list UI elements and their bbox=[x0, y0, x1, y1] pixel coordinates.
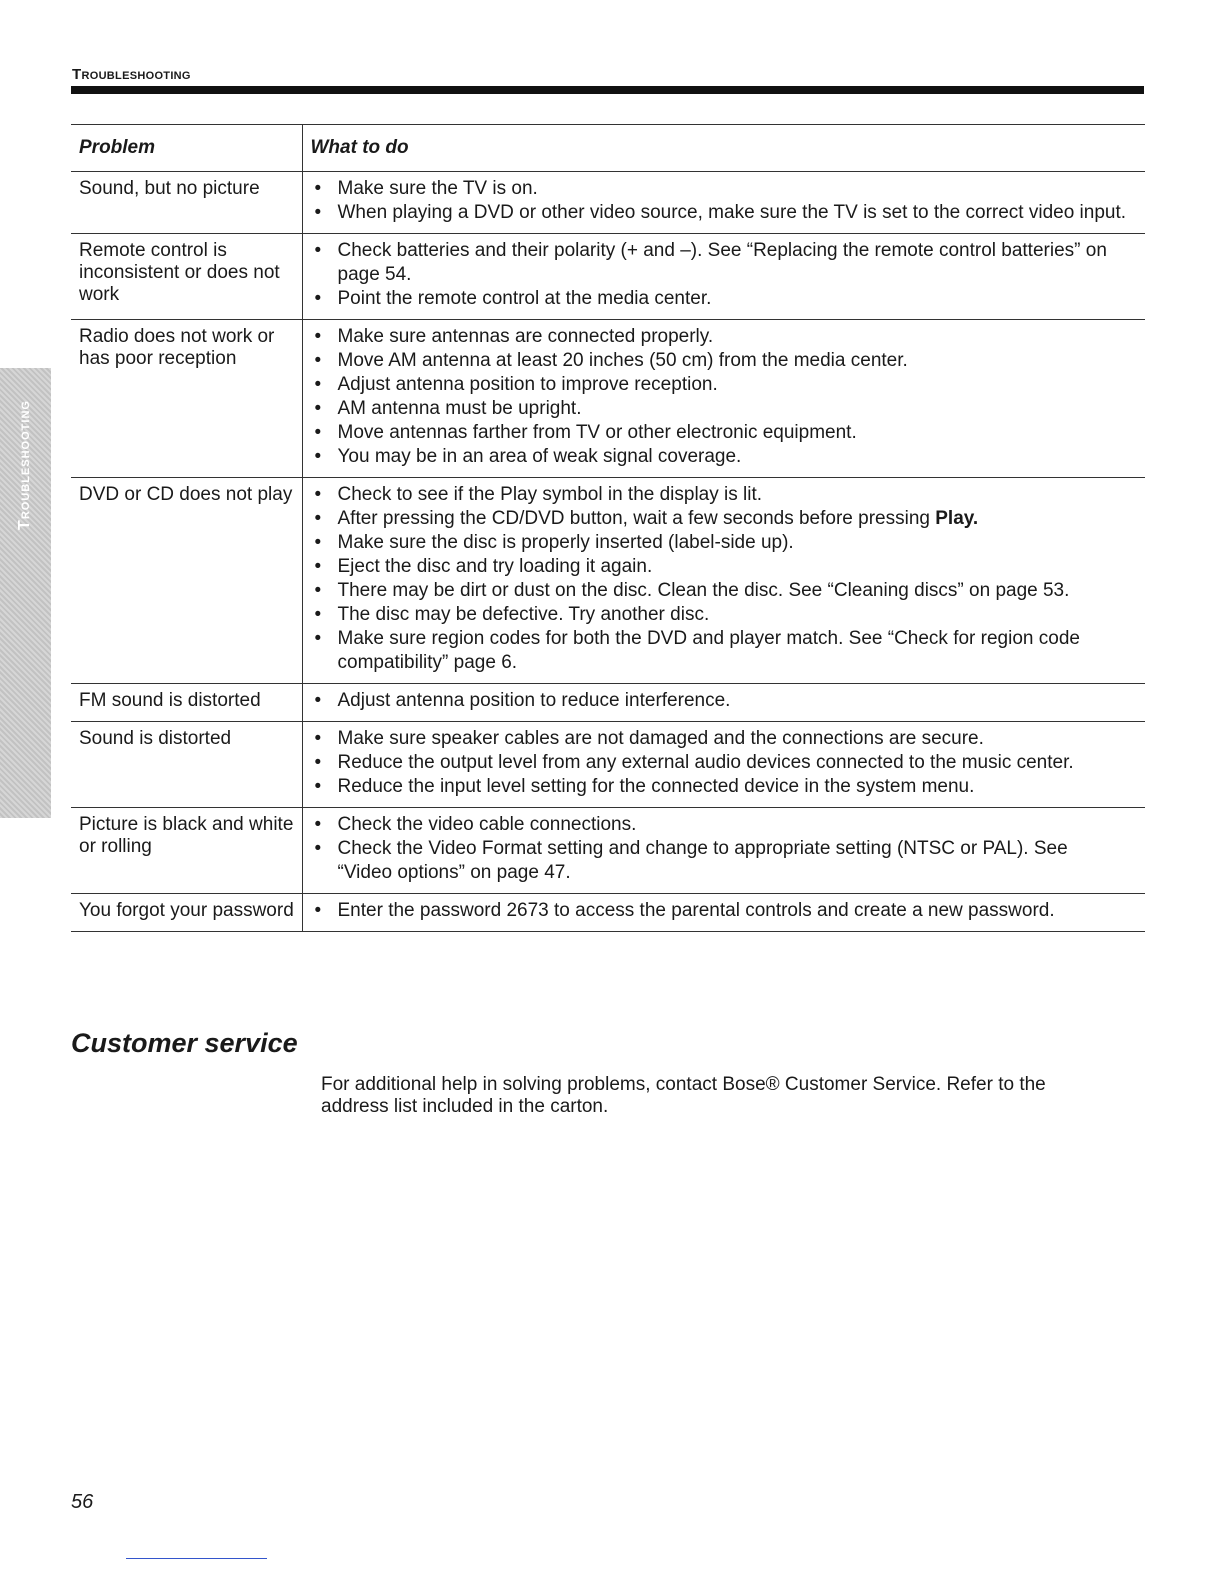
list-item-text: Make sure the disc is properly inserted (label-side up). bbox=[337, 532, 794, 553]
list-item-text: Enter the password 2673 to access the parental controls and create a new password. bbox=[337, 900, 1055, 921]
table-row bbox=[71, 320, 1145, 478]
list-item bbox=[311, 775, 1128, 799]
list-item-text: AM antenna must be upright. bbox=[337, 398, 582, 419]
bullet-list bbox=[311, 239, 1128, 311]
bullet-icon: • bbox=[314, 900, 322, 921]
header-rule bbox=[71, 86, 1144, 94]
problem-cell: FM sound is distorted bbox=[79, 690, 261, 711]
customer-service-text: For additional help in solving problems, contact Bose® Customer Service. Refer to the address list included in the carton. bbox=[321, 1074, 1046, 1117]
bullet-list bbox=[311, 177, 1128, 225]
table-row bbox=[71, 478, 1145, 684]
list-item-text: Reduce the input level setting for the connected device in the system menu. bbox=[337, 776, 975, 797]
bullet-icon: • bbox=[314, 776, 322, 797]
list-item bbox=[311, 201, 1128, 225]
list-item-text: Make sure region codes for both the DVD and player match. See “Check for region code compatibility” page 6. bbox=[337, 628, 1080, 673]
list-item-text: Make sure antennas are connected properly. bbox=[337, 326, 714, 347]
bullet-icon: • bbox=[314, 728, 322, 749]
problem-cell: DVD or CD does not play bbox=[79, 484, 293, 505]
list-item bbox=[311, 603, 1128, 627]
bullet-icon: • bbox=[314, 240, 322, 261]
problem-cell: Picture is black and white or rolling bbox=[79, 814, 294, 857]
bullet-icon: • bbox=[314, 580, 322, 601]
what-to-do-cell bbox=[302, 722, 1145, 808]
problem-cell: Radio does not work or has poor reception bbox=[79, 326, 275, 369]
section-header-title: Troubleshooting bbox=[72, 66, 191, 83]
list-item bbox=[311, 483, 1128, 507]
list-item bbox=[311, 239, 1128, 287]
list-item bbox=[311, 751, 1128, 775]
list-item bbox=[311, 837, 1128, 885]
bullet-icon: • bbox=[314, 484, 322, 505]
problem-cell: Sound is distorted bbox=[79, 728, 232, 749]
list-item-text: When playing a DVD or other video source, make sure the TV is set to the correct video input. bbox=[337, 202, 1127, 223]
list-item bbox=[311, 579, 1128, 603]
bullet-icon: • bbox=[314, 288, 322, 309]
bullet-icon: • bbox=[314, 628, 322, 649]
side-tab-label: Troubleshooting bbox=[16, 400, 33, 530]
list-item-text: The disc may be defective. Try another disc. bbox=[337, 604, 710, 625]
page-number: 56 bbox=[71, 1491, 94, 1513]
bullet-list bbox=[311, 325, 1128, 469]
list-item bbox=[311, 899, 1128, 923]
list-item bbox=[311, 507, 1128, 531]
bullet-icon: • bbox=[314, 838, 322, 859]
list-item-text: There may be dirt or dust on the disc. Clean the disc. See “Cleaning discs” on page 53. bbox=[337, 580, 1070, 601]
bullet-list bbox=[311, 813, 1128, 885]
list-item-text: Make sure speaker cables are not damaged and the connections are secure. bbox=[337, 728, 984, 749]
list-item bbox=[311, 421, 1128, 445]
what-to-do-cell bbox=[302, 894, 1145, 932]
bullet-icon: • bbox=[314, 178, 322, 199]
problem-cell: Sound, but no picture bbox=[79, 178, 260, 199]
list-item-text: You may be in an area of weak signal coverage. bbox=[337, 446, 742, 467]
list-item bbox=[311, 349, 1128, 373]
list-item-text: Adjust antenna position to improve reception. bbox=[337, 374, 718, 395]
list-item-text: Check the video cable connections. bbox=[337, 814, 637, 835]
bullet-list bbox=[311, 483, 1128, 675]
bullet-icon: • bbox=[314, 604, 322, 625]
list-item-text: Point the remote control at the media center. bbox=[337, 288, 712, 309]
list-item-text: Check the Video Format setting and change to appropriate setting (NTSC or PAL). See “Video options” on page 47. bbox=[337, 838, 1068, 883]
list-item-text: Check batteries and their polarity (+ and –). See “Replacing the remote control batteries” on page 54. bbox=[337, 240, 1107, 285]
table-row bbox=[71, 894, 1145, 932]
table-row bbox=[71, 684, 1145, 722]
bullet-icon: • bbox=[314, 326, 322, 347]
list-item-text: Check to see if the Play symbol in the display is lit. bbox=[337, 484, 763, 505]
what-to-do-cell bbox=[302, 172, 1145, 234]
list-item bbox=[311, 373, 1128, 397]
header-problem: Problem bbox=[79, 137, 156, 158]
problem-cell: You forgot your password bbox=[79, 900, 294, 921]
bullet-icon: • bbox=[314, 508, 322, 529]
bullet-icon: • bbox=[314, 398, 322, 419]
list-item-bold-text: Play. bbox=[935, 508, 979, 529]
bullet-icon: • bbox=[314, 814, 322, 835]
list-item-text: Eject the disc and try loading it again. bbox=[337, 556, 653, 577]
bullet-icon: • bbox=[314, 690, 322, 711]
bullet-icon: • bbox=[314, 422, 322, 443]
list-item-text: Move antennas farther from TV or other electronic equipment. bbox=[337, 422, 857, 443]
list-item bbox=[311, 689, 1128, 713]
list-item bbox=[311, 555, 1128, 579]
bullet-icon: • bbox=[314, 350, 322, 371]
bullet-list bbox=[311, 727, 1128, 799]
bullet-icon: • bbox=[314, 556, 322, 577]
table-row bbox=[71, 172, 1145, 234]
list-item-text: Move AM antenna at least 20 inches (50 cm) from the media center. bbox=[337, 350, 908, 371]
list-item-text: Adjust antenna position to reduce interference. bbox=[337, 690, 731, 711]
header-what-to-do: What to do bbox=[302, 125, 1145, 172]
list-item bbox=[311, 727, 1128, 751]
table-body bbox=[71, 172, 1145, 932]
what-to-do-cell bbox=[302, 684, 1145, 722]
bullet-icon: • bbox=[314, 374, 322, 395]
bullet-list bbox=[311, 899, 1128, 923]
list-item-text: After pressing the CD/DVD button, wait a few seconds before pressing bbox=[337, 508, 936, 529]
what-to-do-cell bbox=[302, 320, 1145, 478]
list-item bbox=[311, 177, 1128, 201]
troubleshooting-table bbox=[71, 124, 1145, 932]
list-item-text: Reduce the output level from any external audio devices connected to the music center. bbox=[337, 752, 1074, 773]
problem-cell: Remote control is inconsistent or does not work bbox=[79, 240, 280, 305]
bullet-icon: • bbox=[314, 202, 322, 223]
list-item bbox=[311, 325, 1128, 349]
what-to-do-cell bbox=[302, 478, 1145, 684]
list-item bbox=[311, 531, 1128, 555]
customer-service-heading: Customer service bbox=[71, 1028, 298, 1058]
what-to-do-cell bbox=[302, 234, 1145, 320]
list-item bbox=[311, 627, 1128, 675]
bullet-icon: • bbox=[314, 532, 322, 553]
footer-rule bbox=[126, 1558, 267, 1559]
bullet-icon: • bbox=[314, 446, 322, 467]
list-item-text: Make sure the TV is on. bbox=[337, 178, 538, 199]
bullet-list bbox=[311, 689, 1128, 713]
table-row bbox=[71, 234, 1145, 320]
list-item bbox=[311, 287, 1128, 311]
list-item bbox=[311, 397, 1128, 421]
bullet-icon: • bbox=[314, 752, 322, 773]
table-header-row bbox=[71, 125, 1145, 172]
table-row bbox=[71, 722, 1145, 808]
list-item bbox=[311, 445, 1128, 469]
list-item bbox=[311, 813, 1128, 837]
what-to-do-cell bbox=[302, 808, 1145, 894]
table-row bbox=[71, 808, 1145, 894]
